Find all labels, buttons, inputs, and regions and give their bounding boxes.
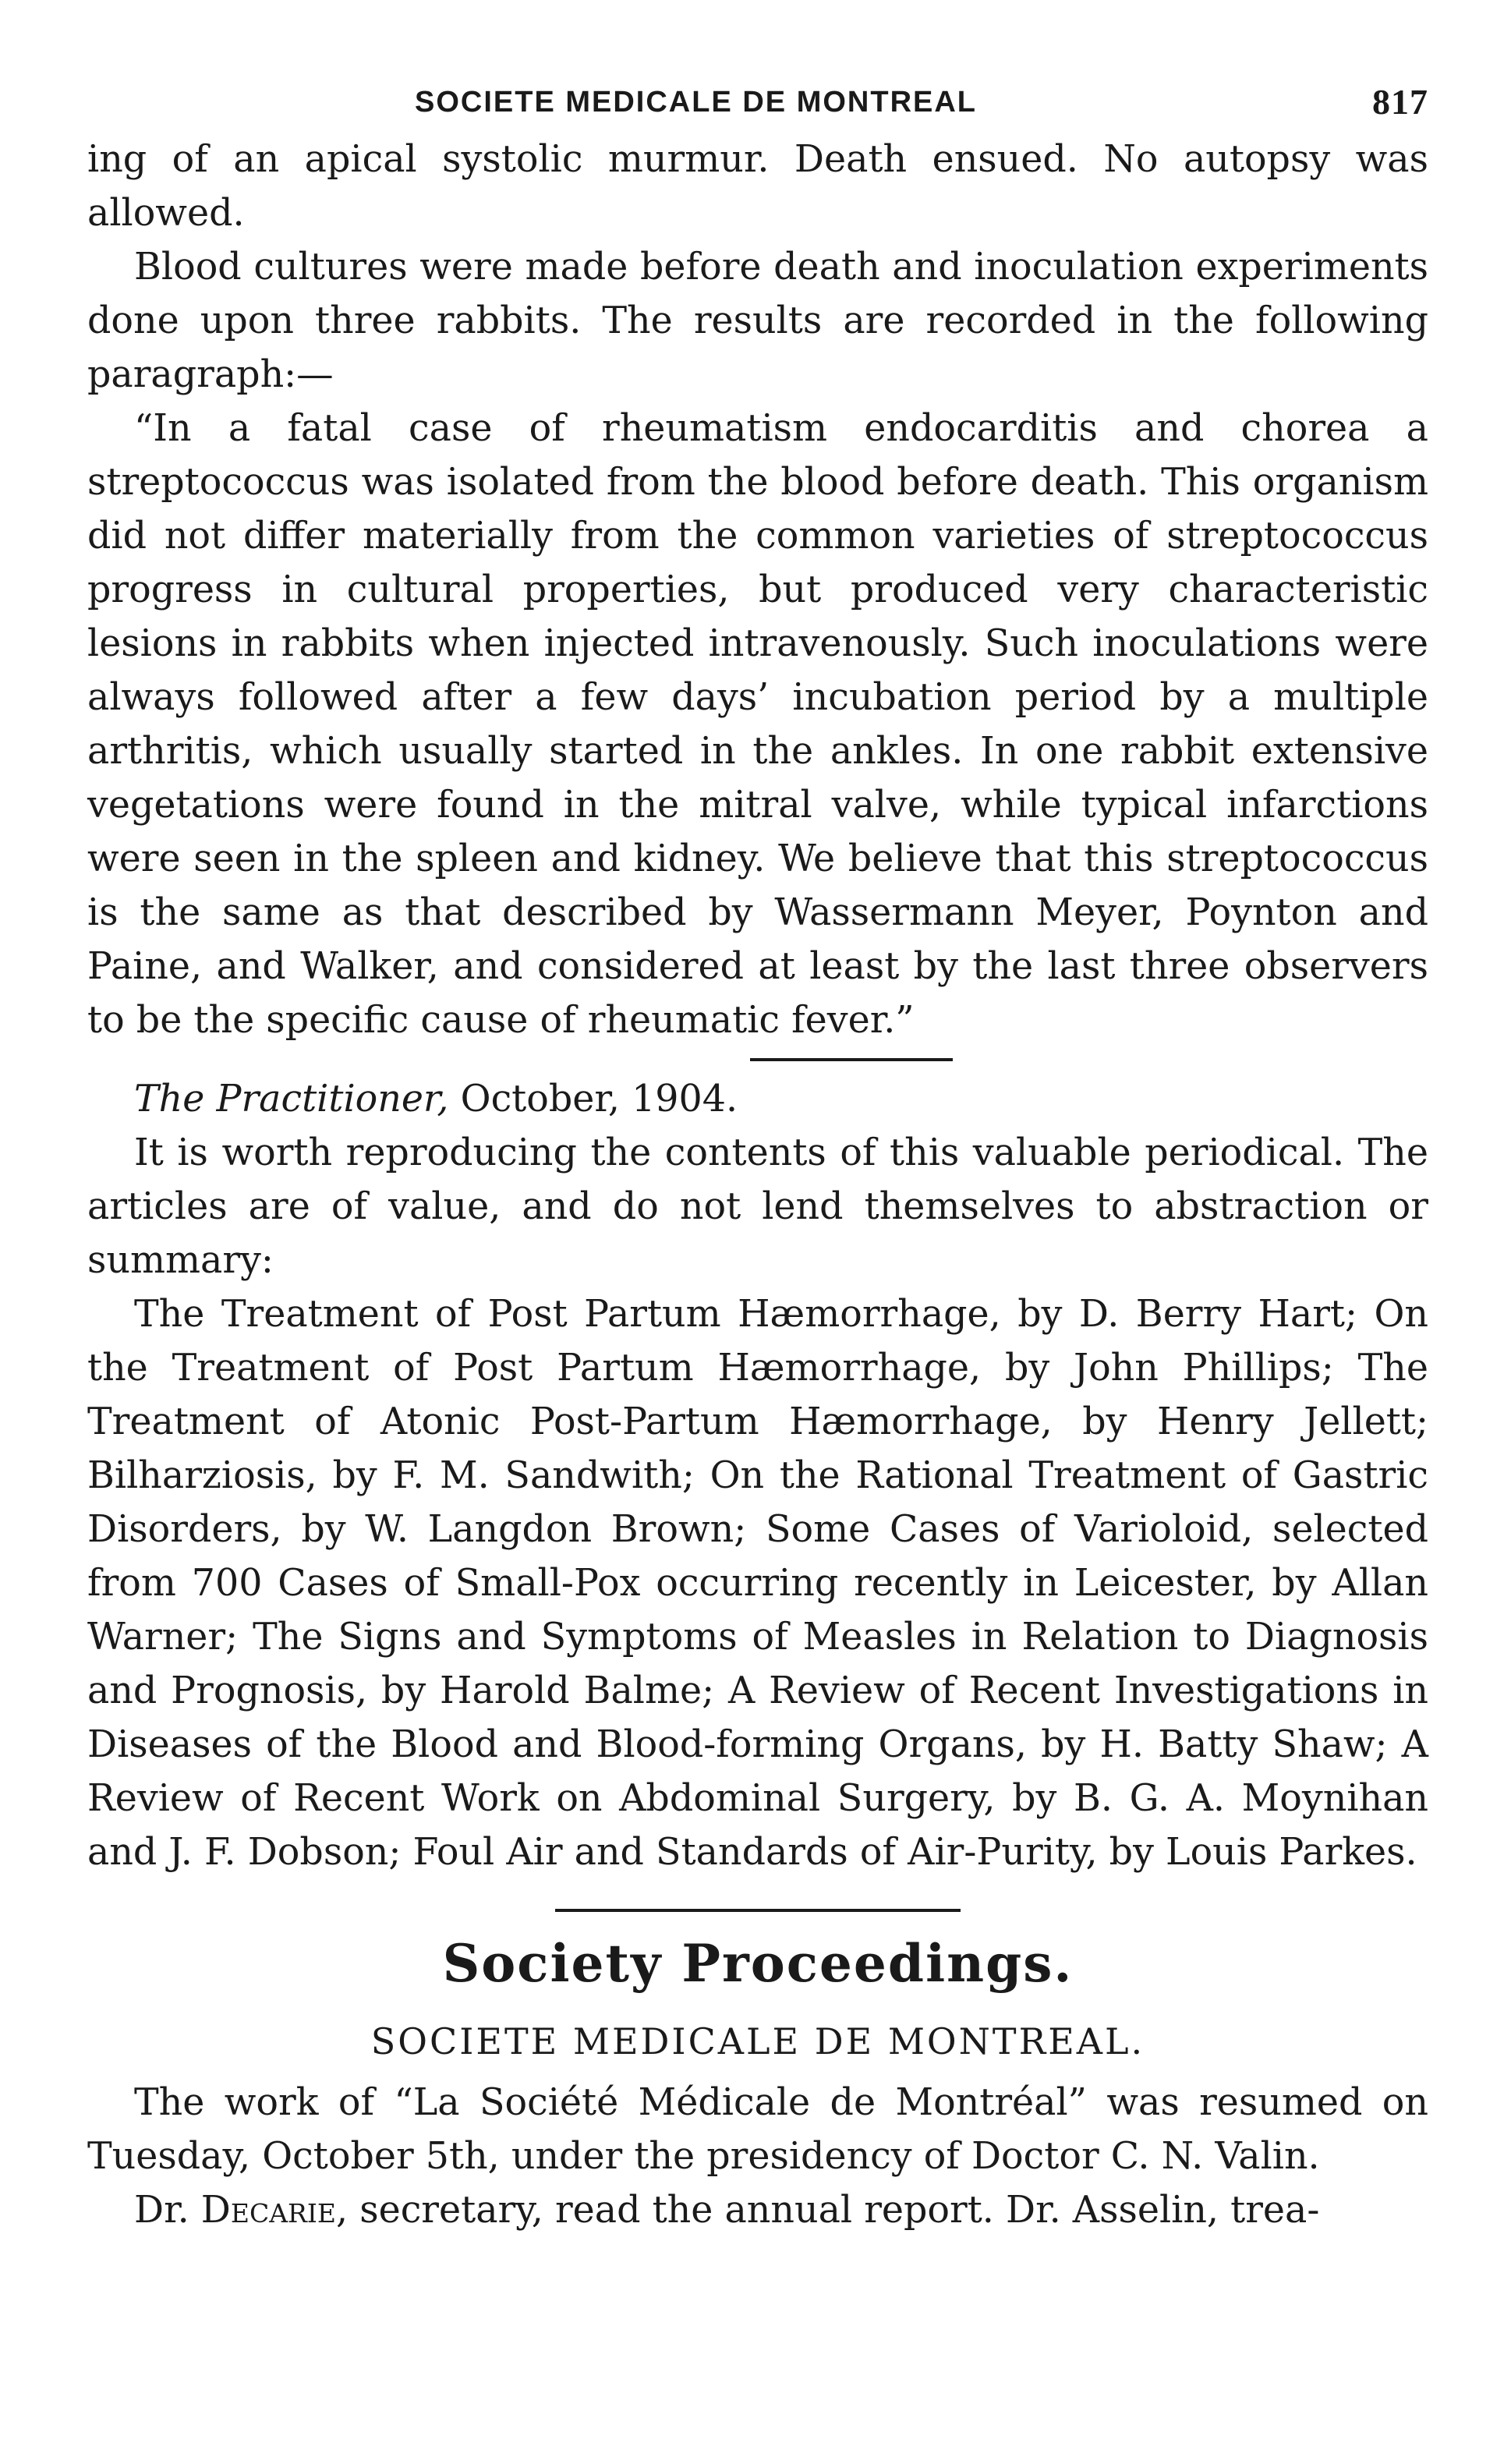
secretary-report-text: , secretary, read the annual report. Dr. Asselin, trea- <box>336 2189 1320 2232</box>
running-head <box>87 70 1428 125</box>
secretary-prefix: Dr. <box>134 2189 201 2232</box>
page-number: 817 <box>1372 82 1428 122</box>
divider-rule <box>750 1058 953 1061</box>
paragraph-secretary-report <box>87 2183 1428 2237</box>
page <box>87 70 1428 2237</box>
paragraph-practitioner-intro: It is worth reproducing the contents of this valuable periodical. The articles are of value, and do not lend themselves to abstraction or summary: <box>87 1131 1428 1282</box>
paragraph-blood-cultures: Blood cultures were made before death and inoculation experiments done upon three rabbits. The results are recorded in the following paragraph:— <box>87 246 1428 396</box>
paragraph-case-ending: ing of an apical systolic murmur. Death ensued. No autopsy was allowed. <box>87 138 1428 235</box>
running-head-title: SOCIETE MEDICALE DE MONTREAL <box>415 86 978 119</box>
paragraph-society-resumed: The work of “La Société Médicale de Montréal” was resumed on Tuesday, October 5th, under the presidency of Doctor C. N. Valin. <box>87 2081 1428 2178</box>
citation <box>87 1072 1428 1126</box>
secretary-name: Decarie <box>200 2189 337 2232</box>
citation-date: October, 1904. <box>460 1078 738 1120</box>
section-divider-rule <box>555 1909 961 1912</box>
section-heading: Society Proceedings. <box>442 1933 1074 1994</box>
paragraph-quotation: “In a fatal case of rheumatism endocarditis and chorea a streptococcus was isolated from the blood before death. This organism did not differ materially from the common varieties of streptococcus progress in cultural properties, but produced very characteristic lesions in rabbits when injected intravenously. Such inoculations were always followed after a few days’ incubation period by a multiple arthritis, which usually started in the ankles. In one rabbit extensive vegetations were found in the mitral valve, while typical infarctions were seen in the spleen and kidney. We believe that this streptococcus is the same as that described by Wassermann Meyer, Poynton and Paine, and Walker, and considered at least by the last three observers to be the specific cause of rheumatic fever.” <box>87 407 1428 1042</box>
citation-journal: The Practitioner, <box>134 1078 449 1120</box>
section-subheading: SOCIETE MEDICALE DE MONTREAL. <box>370 2020 1145 2062</box>
paragraph-practitioner-contents: The Treatment of Post Partum Hæmorrhage, by D. Berry Hart; On the Treatment of Post Partum Hæmorrhage, by John Phillips; The Treatment of Atonic Post-Partum Hæmorrhage, by Henry Jellett; Bilharziosis, by F. M. Sandwith; On the Rational Treatment of Gastric Disorders, by W. Langdon Brown; Some Cases of Varioloid, selected from 700 Cases of Small-Pox occurring recently in Leicester, by Allan Warner; The Signs and Symptoms of Measles in Relation to Diagnosis and Prognosis, by Harold Balme; A Review of Recent Investigations in Diseases of the Blood and Blood-forming Organs, by H. Batty Shaw; A Review of Recent Work on Abdominal Surgery, by B. G. A. Moynihan and J. F. Dobson; Foul Air and Standards of Air-Purity, by Louis Parkes. <box>87 1293 1428 1874</box>
